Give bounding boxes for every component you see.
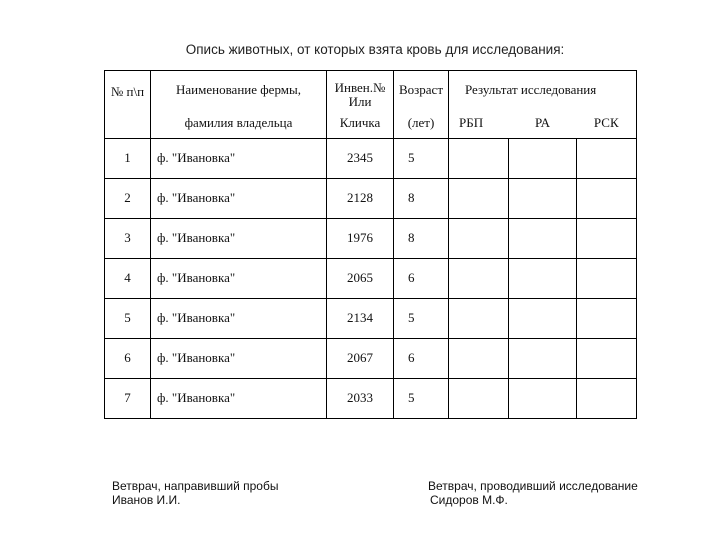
cell-num: 5 [105, 298, 151, 338]
cell-rbp [449, 338, 509, 378]
cell-rsk [577, 298, 637, 338]
cell-num: 6 [105, 338, 151, 378]
cell-farm: ф. "Ивановка" [151, 218, 327, 258]
examiner-signature [428, 479, 638, 507]
header-inventory-line1: Инвен.№ [334, 80, 386, 95]
table-row [105, 378, 637, 418]
header-age-top: Возраст [394, 71, 449, 110]
cell-rsk [577, 378, 637, 418]
header-farm-top: Наименование фермы, [151, 71, 327, 110]
cell-rbp [449, 218, 509, 258]
cell-farm: ф. "Ивановка" [151, 338, 327, 378]
cell-inventory: 2033 [327, 378, 394, 418]
sender-signature [112, 479, 278, 507]
cell-ra [509, 258, 577, 298]
cell-rbp [449, 298, 509, 338]
table-row [105, 178, 637, 218]
cell-farm: ф. "Ивановка" [151, 378, 327, 418]
table-row [105, 298, 637, 338]
document-title: Опись животных, от которых взята кровь для исследования: [185, 42, 565, 57]
table-row [105, 338, 637, 378]
cell-farm: ф. "Ивановка" [151, 138, 327, 178]
header-num: № п\п [105, 71, 151, 110]
cell-age: 8 [394, 178, 449, 218]
cell-rsk [577, 178, 637, 218]
cell-farm: ф. "Ивановка" [151, 258, 327, 298]
header-row-bottom [105, 109, 637, 138]
cell-ra [509, 298, 577, 338]
cell-inventory: 2065 [327, 258, 394, 298]
cell-farm: ф. "Ивановка" [151, 178, 327, 218]
cell-inventory: 2345 [327, 138, 394, 178]
cell-age: 6 [394, 338, 449, 378]
animal-inventory-table [104, 70, 637, 419]
cell-rbp [449, 258, 509, 298]
cell-ra [509, 378, 577, 418]
cell-age: 8 [394, 218, 449, 258]
header-inventory-line2: Или [348, 94, 372, 109]
header-test-ra: РА [509, 109, 577, 138]
cell-num: 1 [105, 138, 151, 178]
cell-num: 7 [105, 378, 151, 418]
header-age-bottom: (лет) [394, 109, 449, 138]
cell-rsk [577, 138, 637, 178]
cell-inventory: 1976 [327, 218, 394, 258]
header-result: Результат исследования [449, 71, 637, 110]
cell-ra [509, 178, 577, 218]
cell-rbp [449, 178, 509, 218]
sender-name: Иванов И.И. [112, 493, 181, 507]
cell-inventory: 2067 [327, 338, 394, 378]
cell-age: 5 [394, 378, 449, 418]
header-num-cont [105, 109, 151, 138]
cell-rsk [577, 218, 637, 258]
header-farm-bottom: фамилия владельца [151, 109, 327, 138]
cell-num: 4 [105, 258, 151, 298]
cell-ra [509, 138, 577, 178]
cell-farm: ф. "Ивановка" [151, 298, 327, 338]
header-test-rbp: РБП [449, 109, 509, 138]
cell-inventory: 2128 [327, 178, 394, 218]
cell-num: 3 [105, 218, 151, 258]
cell-ra [509, 338, 577, 378]
cell-rbp [449, 138, 509, 178]
cell-num: 2 [105, 178, 151, 218]
cell-ra [509, 218, 577, 258]
examiner-title: Ветврач, проводивший исследование [428, 479, 638, 493]
table-row [105, 138, 637, 178]
header-test-rsk: РСК [577, 109, 637, 138]
header-inventory-bottom: Кличка [327, 109, 394, 138]
cell-inventory: 2134 [327, 298, 394, 338]
table-row [105, 218, 637, 258]
cell-age: 5 [394, 298, 449, 338]
header-inventory-top [327, 71, 394, 110]
cell-rsk [577, 258, 637, 298]
cell-age: 5 [394, 138, 449, 178]
sender-title: Ветврач, направивший пробы [112, 479, 279, 493]
table-row [105, 258, 637, 298]
cell-rbp [449, 378, 509, 418]
cell-age: 6 [394, 258, 449, 298]
examiner-name: Сидоров М.Ф. [430, 493, 508, 507]
cell-rsk [577, 338, 637, 378]
header-row-top [105, 71, 637, 110]
